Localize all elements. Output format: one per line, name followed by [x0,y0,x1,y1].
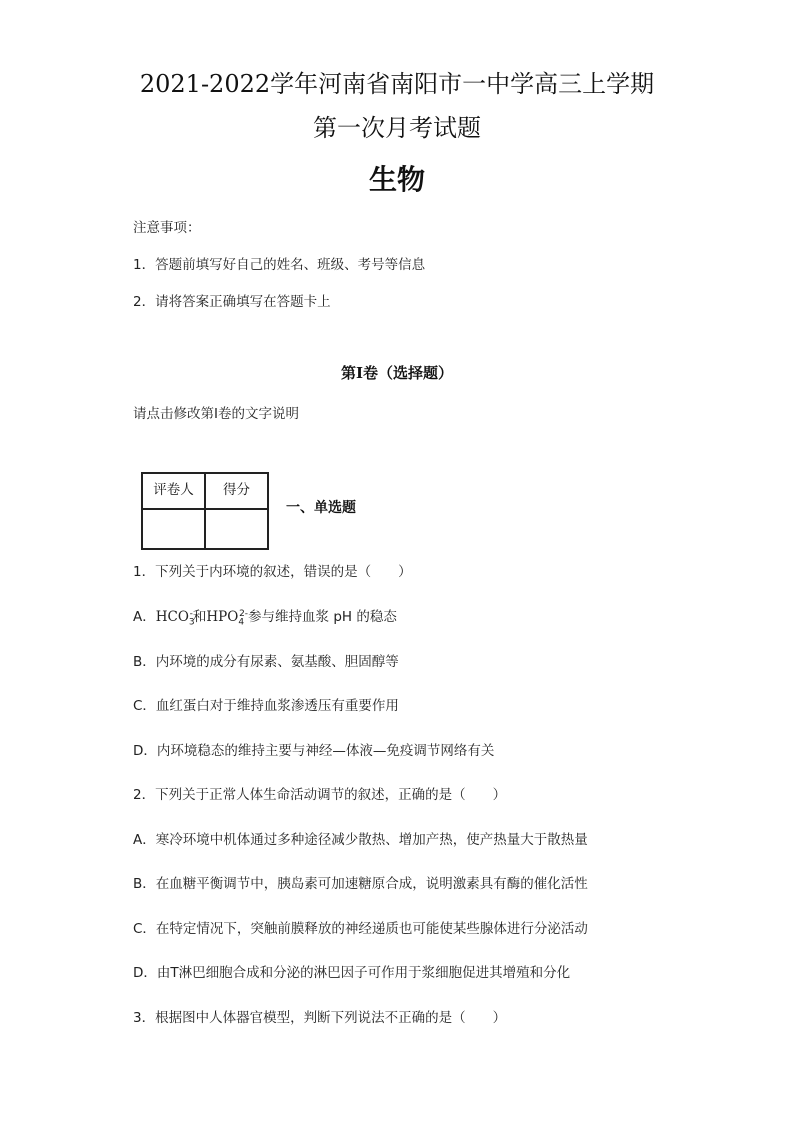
part1-hint[interactable]: 请点击修改第I卷的文字说明 [133,406,299,422]
score-table-header-score: 得分 [205,473,268,509]
question-1-stem: 1．下列关于内环境的叙述，错误的是（ ） [133,564,412,580]
notice-item-2: 2．请将答案正确填写在答题卡上 [133,294,331,310]
question-1-option-d: D．内环境稳态的维持主要与神经—体液—免疫调节网络有关 [133,743,495,759]
question-2-option-c: C．在特定情况下，突触前膜释放的神经递质也可能使某些腺体进行分泌活动 [133,921,588,937]
notice-item-1: 1．答题前填写好自己的姓名、班级、考号等信息 [133,257,426,273]
section-title-single-choice: 一、单选题 [286,500,356,516]
subject-title: 生物 [368,163,425,196]
question-2-option-a: A．寒冷环境中机体通过多种途径减少散热、增加产热，使产热量大于散热量 [133,832,588,848]
score-table [141,472,269,550]
question-2-option-b: B．在血糖平衡调节中，胰岛素可加速糖原合成，说明激素具有酶的催化活性 [133,876,588,892]
question-3-stem: 3．根据图中人体器官模型，判断下列说法不正确的是（ ） [133,1010,507,1026]
question-2-stem: 2．下列关于正常人体生命活动调节的叙述，正确的是（ ） [133,787,507,803]
question-1-option-a: A．$HCO_3^-$和$HPO_4^{2-}$参与维持血浆 pH 的稳态 [133,608,397,628]
score-table-grader-cell [142,509,205,549]
score-table-score-cell [205,509,268,549]
exam-title-line1: 2021-2022学年河南省南阳市一中学高三上学期 [139,70,655,98]
score-table-header-grader: 评卷人 [142,473,205,509]
notice-heading: 注意事项： [133,220,201,236]
question-2-option-d: D．由T淋巴细胞合成和分泌的淋巴因子可作用于浆细胞促进其增殖和分化 [133,965,571,981]
part1-title: 第I卷（选择题） [340,364,454,382]
question-1-option-b: B．内环境的成分有尿素、氨基酸、胆固醇等 [133,654,399,670]
question-1-option-c: C．血红蛋白对于维持血浆渗透压有重要作用 [133,698,399,714]
exam-title-line2: 第一次月考试题 [313,114,481,142]
